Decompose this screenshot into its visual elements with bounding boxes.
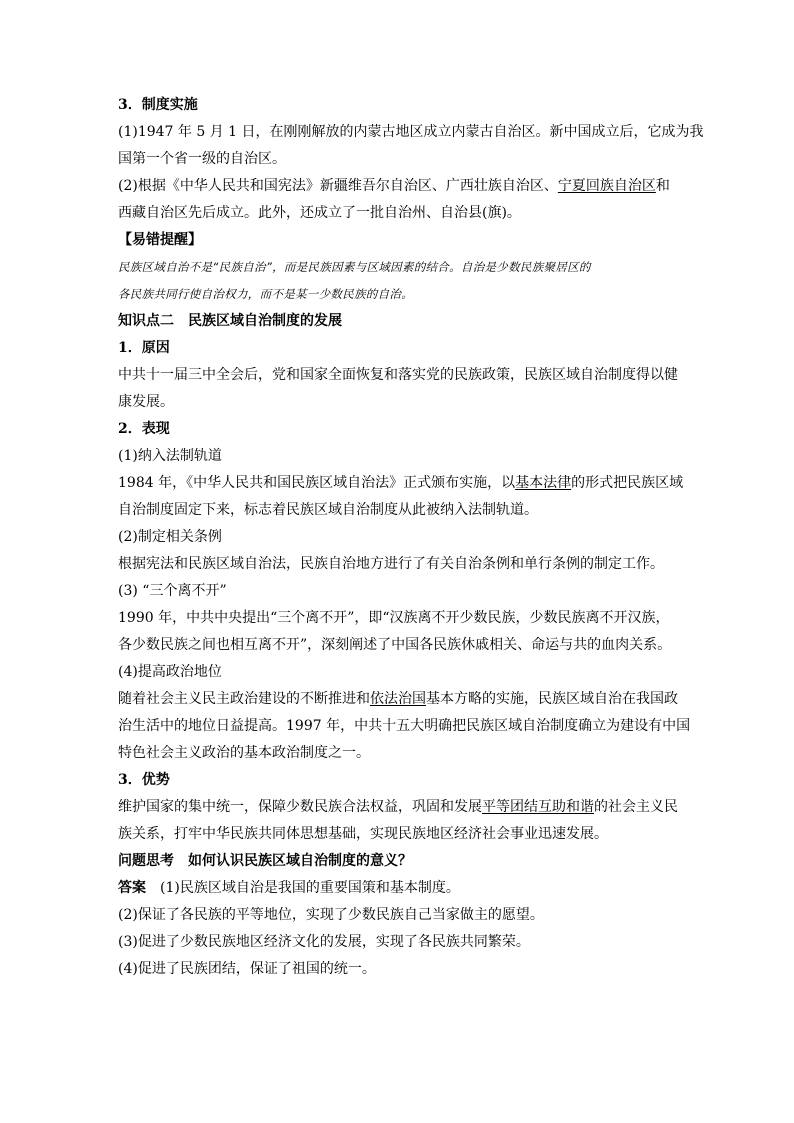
answer-line: (4)促进了民族团结，保证了祖国的统一。	[118, 961, 376, 977]
knowledge-point-title: 民族区域自治制度的发展	[188, 313, 342, 329]
paragraph-line: 1990 年，中共中央提出“三个离不开”，即“汉族离不开少数民族，少数民族离不开汉族，	[118, 610, 670, 626]
section-heading: 1．原因	[118, 340, 170, 356]
text-run: 基本方略的实施，民族区域自治在我国政	[426, 691, 678, 707]
sub-heading: (1)纳入法制轨道	[118, 448, 222, 464]
text-run: (2)根据《中华人民共和国宪法》新疆维吾尔自治区、广西壮族自治区、	[118, 178, 558, 194]
answer-text: (1)民族区域自治是我国的重要国策和基本制度。	[160, 880, 460, 896]
text-run: 的形式把民族区域	[571, 475, 684, 491]
paragraph-line	[118, 173, 684, 200]
question-line	[118, 848, 684, 875]
underlined-term: 基本法律	[515, 475, 572, 491]
text-run: 的社会主义民	[594, 799, 678, 815]
paragraph-line: 族关系，打牢中华民族共同体思想基础，实现民族地区经济社会事业迅速发展。	[118, 826, 608, 842]
paragraph-line: 西藏自治区先后成立。此外，还成立了一批自治州、自治县(旗)。	[118, 205, 521, 221]
paragraph-line: 国第一个省一级的自治区。	[118, 151, 286, 167]
document-page	[118, 92, 704, 983]
text-run: 和	[655, 178, 670, 194]
answer-line	[118, 875, 684, 902]
tip-line: 各民族共同行使自治权力，而不是某一少数民族的自治。	[118, 287, 413, 301]
knowledge-point-label: 知识点二	[118, 313, 174, 329]
section-heading: 3．制度实施	[118, 97, 198, 113]
paragraph-line: 各少数民族之间也相互离不开”，深刻阐述了中国各民族休戚相关、命运与共的血肉关系。	[118, 637, 672, 653]
answer-line: (3)促进了少数民族地区经济文化的发展，实现了各民族共同繁荣。	[118, 934, 530, 950]
paragraph-line: (1)1947 年 5 月 1 日，在刚刚解放的内蒙古地区成立内蒙古自治区。新中国成立后，它成为我	[118, 124, 704, 140]
underlined-term: 依法治国	[370, 691, 426, 707]
paragraph-line: 治生活中的地位日益提高。1997 年，中共十五大明确把民族区域自治制度确立为建设有中国	[118, 718, 691, 734]
paragraph-line: 自治制度固定下来，标志着民族区域自治制度从此被纳入法制轨道。	[118, 502, 538, 518]
underlined-term: 宁夏回族自治区	[557, 178, 656, 194]
text-run: 随着社会主义民主政治建设的不断推进和	[118, 691, 370, 707]
paragraph-line: 特色社会主义政治的基本政治制度之一。	[118, 745, 370, 761]
answer-label: 答案	[118, 880, 146, 896]
question-text: 如何认识民族区域自治制度的意义？	[188, 853, 412, 869]
section-heading: 2．表现	[118, 421, 170, 437]
underlined-term: 平等团结互助和谐	[482, 799, 594, 815]
paragraph-line	[118, 686, 684, 713]
paragraph-line	[118, 470, 684, 497]
tip-line: 民族区域自治不是“民族自治”，而是民族因素与区域因素的结合。自治是少数民族聚居区的	[118, 260, 591, 274]
text-run: 维护国家的集中统一，保障少数民族合法权益，巩固和发展	[118, 799, 482, 815]
section-heading: 3．优势	[118, 772, 170, 788]
sub-heading: (3) “三个离不开”	[118, 583, 227, 599]
paragraph-line: 康发展。	[118, 394, 174, 410]
text-run: 1984 年，《中华人民共和国民族区域自治法》正式颁布实施，以	[118, 475, 516, 491]
knowledge-point-heading	[118, 308, 684, 335]
sub-heading: (2)制定相关条例	[118, 529, 222, 545]
question-label: 问题思考	[118, 853, 174, 869]
sub-heading: (4)提高政治地位	[118, 664, 222, 680]
answer-line: (2)保证了各民族的平等地位，实现了少数民族自己当家做主的愿望。	[118, 907, 544, 923]
paragraph-line	[118, 794, 684, 821]
tip-heading: 【易错提醒】	[118, 232, 202, 248]
paragraph-line: 中共十一届三中全会后，党和国家全面恢复和落实党的民族政策，民族区域自治制度得以健	[118, 367, 678, 383]
paragraph-line: 根据宪法和民族区域自治法，民族自治地方进行了有关自治条例和单行条例的制定工作。	[118, 556, 664, 572]
